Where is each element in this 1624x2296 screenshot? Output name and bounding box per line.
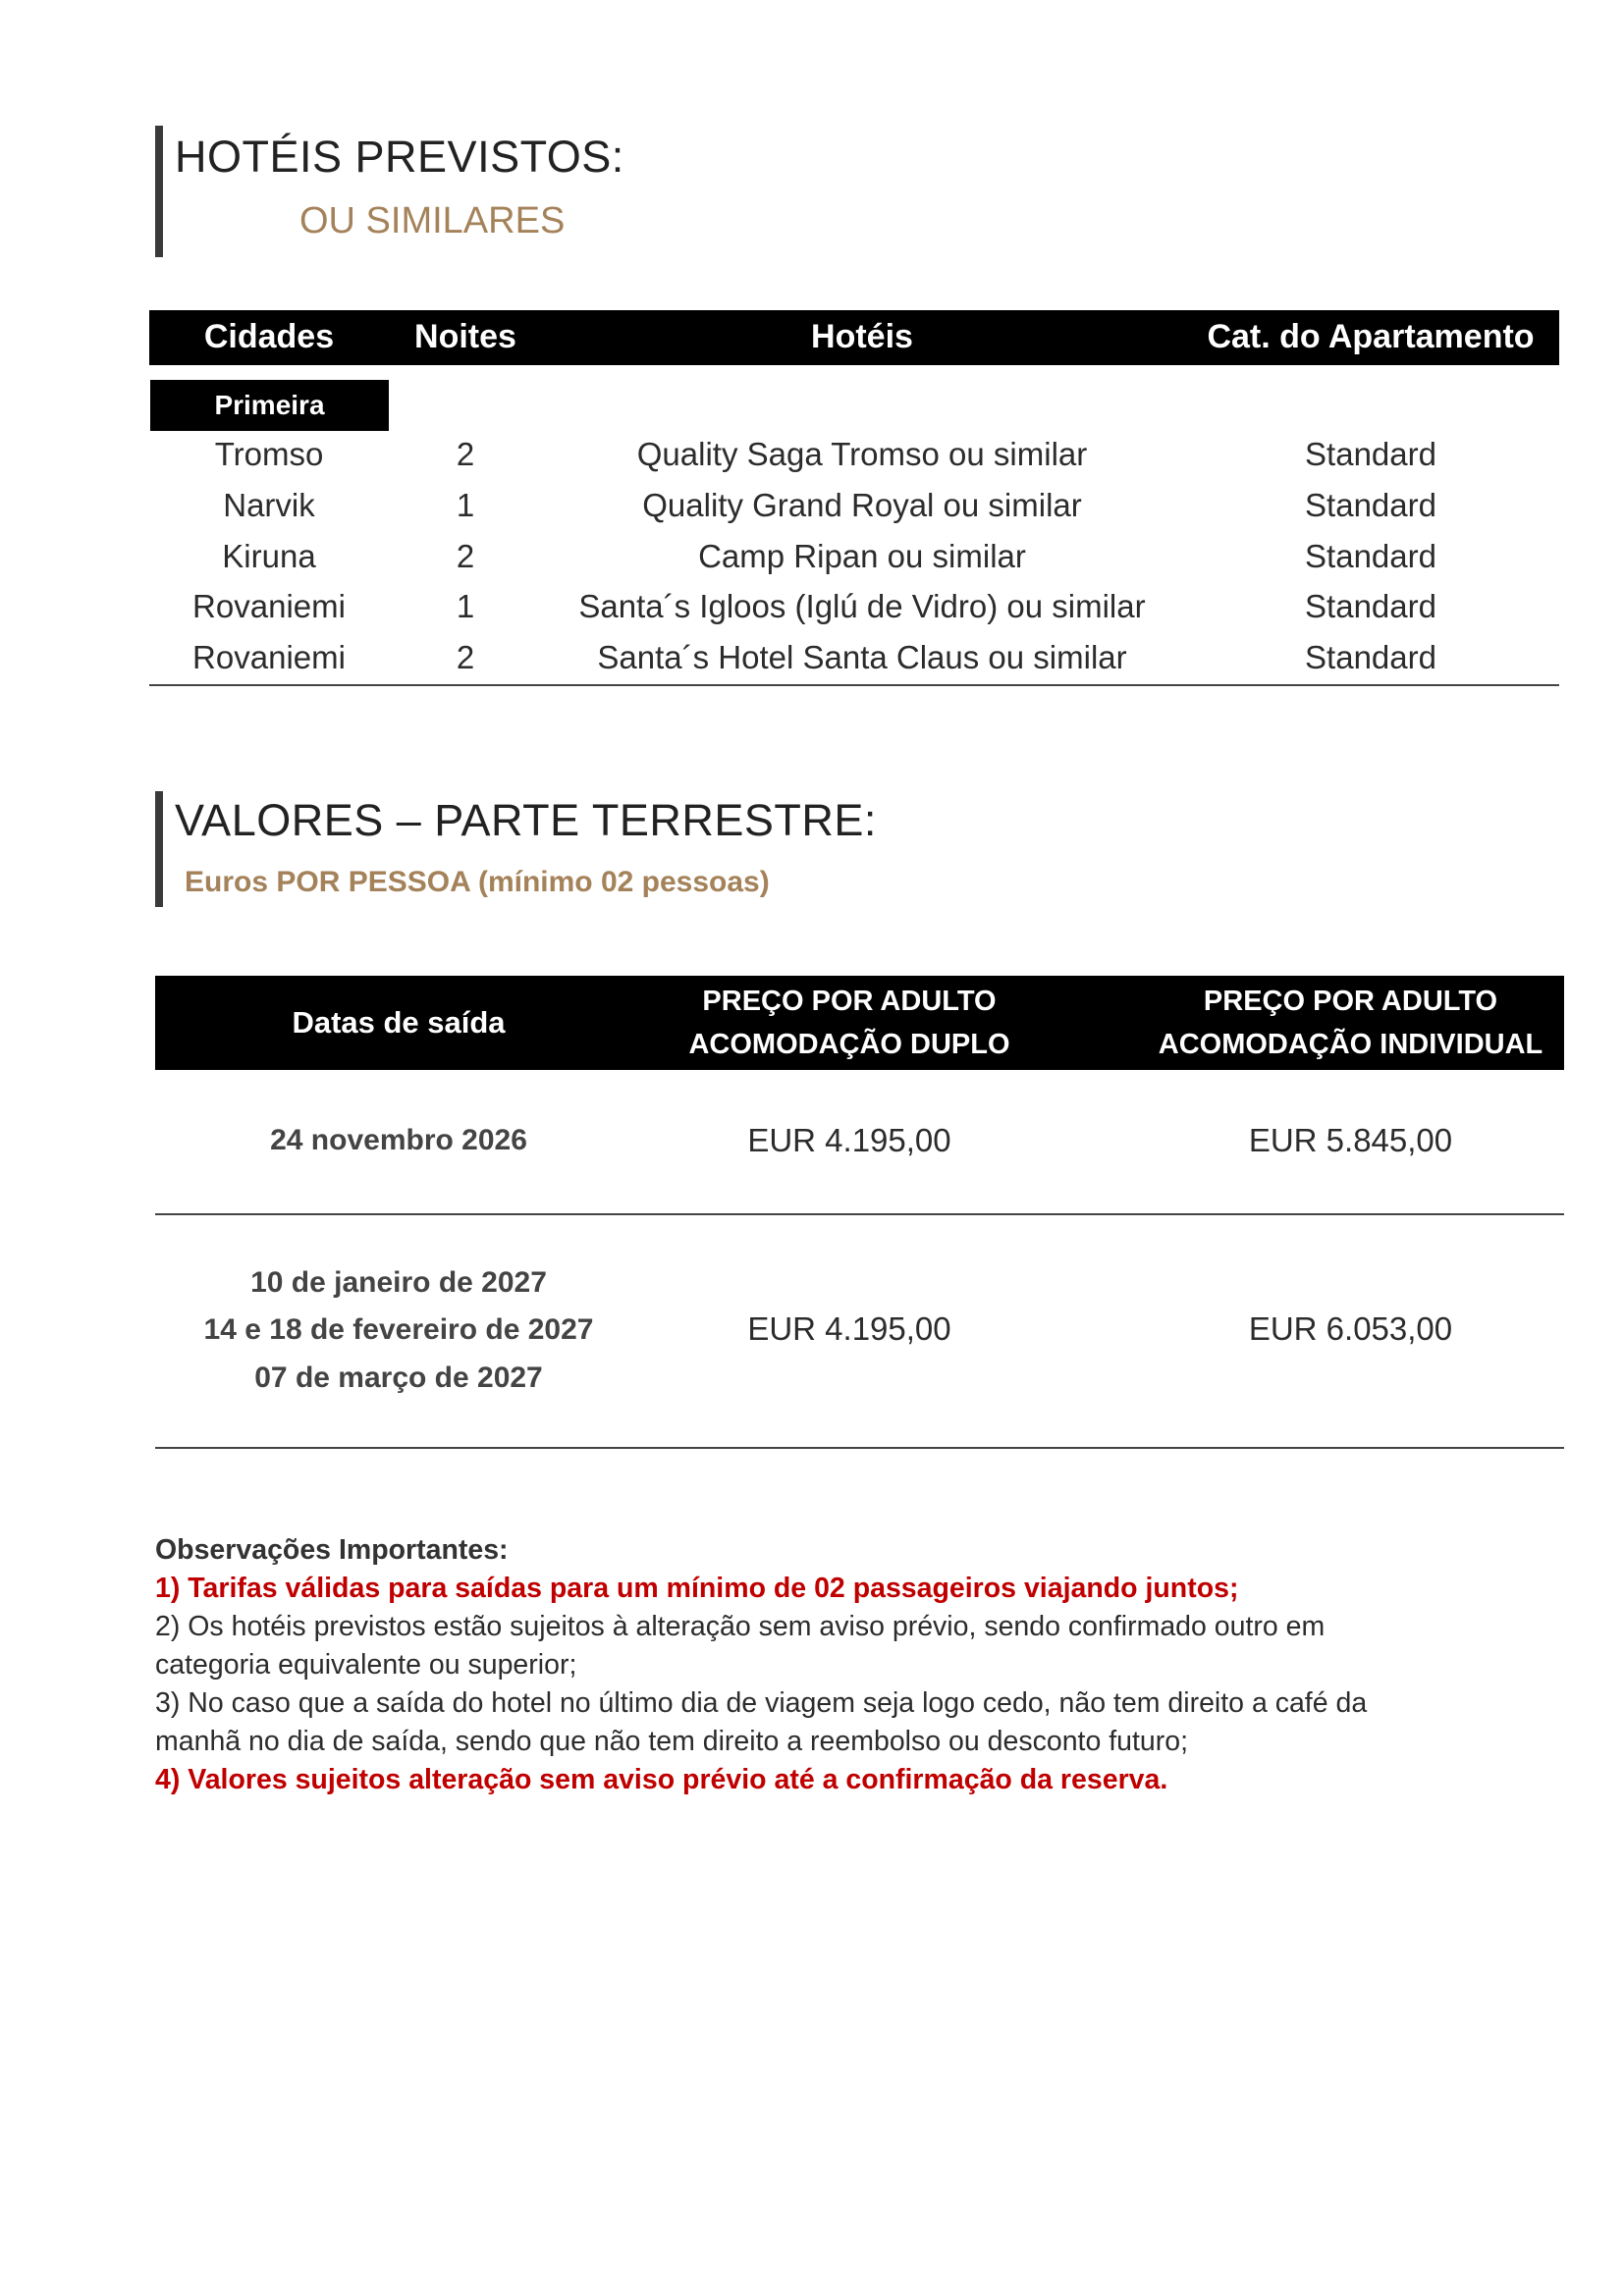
price-single: EUR 5.845,00 — [1248, 1122, 1453, 1158]
prices-title: VALORES – PARTE TERRESTRE: — [175, 795, 877, 845]
note-item: 3) No caso que a saída do hotel no último dia de viagem seja logo cedo, não tem direito a café da — [155, 1687, 1368, 1719]
hotels-title: HOTÉIS PREVISTOS: — [175, 132, 624, 182]
departure-date: 10 de janeiro de 2027 — [250, 1266, 547, 1299]
departure-date: 24 novembro 2026 — [270, 1124, 527, 1156]
departure-date: 14 e 18 de fevereiro de 2027 — [203, 1313, 594, 1346]
prices-heading-bar — [155, 791, 163, 907]
col-nights: Noites — [414, 318, 516, 355]
table-row — [149, 531, 1559, 582]
row-category: Standard — [1305, 588, 1436, 624]
row-hotel: Camp Ripan ou similar — [698, 538, 1026, 574]
row-hotel: Quality Saga Tromso ou similar — [636, 436, 1088, 472]
row-category: Standard — [1305, 639, 1436, 675]
col-hotels: Hotéis — [811, 318, 913, 355]
note-item: 2) Os hotéis previstos estão sujeitos à alteração sem aviso prévio, sendo confirmado outro em — [155, 1611, 1326, 1642]
price-double: EUR 4.195,00 — [747, 1122, 951, 1158]
row-nights: 2 — [456, 639, 475, 675]
table-bottom-rule — [149, 684, 1559, 686]
hotels-subtitle: OU SIMILARES — [299, 200, 566, 241]
col-departure-dates: Datas de saída — [292, 1005, 506, 1040]
prices-table-header — [155, 976, 1564, 1070]
row-nights: 1 — [456, 487, 475, 523]
price-double: EUR 4.195,00 — [747, 1310, 951, 1347]
departure-date: 07 de março de 2027 — [254, 1362, 543, 1394]
table-row — [149, 480, 1559, 531]
note-item: 4) Valores sujeitos alteração sem aviso prévio até a confirmação da reserva. — [155, 1764, 1168, 1795]
col-double-line2: ACOMODAÇÃO DUPLO — [688, 1029, 1010, 1060]
row-hotel: Quality Grand Royal ou similar — [642, 487, 1082, 523]
price-single: EUR 6.053,00 — [1248, 1310, 1453, 1347]
row-hotel: Santa´s Igloos (Iglú de Vidro) ou similar — [578, 588, 1146, 624]
row-divider — [155, 1213, 1564, 1215]
note-item: categoria equivalente ou superior; — [155, 1649, 577, 1681]
row-category: Standard — [1305, 487, 1436, 523]
row-nights: 2 — [456, 436, 475, 472]
row-city: Narvik — [223, 487, 315, 523]
category-label: Primeira — [150, 380, 389, 431]
table-row — [149, 632, 1559, 683]
notes-title: Observações Importantes: — [155, 1534, 509, 1566]
prices-subtitle: Euros POR PESSOA (mínimo 02 pessoas) — [185, 866, 770, 898]
col-double-line1: PREÇO POR ADULTO — [702, 986, 997, 1017]
note-item: 1) Tarifas válidas para saídas para um mínimo de 02 passageiros viajando juntos; — [155, 1573, 1239, 1604]
row-divider — [155, 1447, 1564, 1449]
col-room-category: Cat. do Apartamento — [1207, 318, 1535, 355]
row-city: Rovaniemi — [192, 639, 346, 675]
row-city: Rovaniemi — [192, 588, 346, 624]
note-item: manhã no dia de saída, sendo que não tem direito a reembolso ou desconto futuro; — [155, 1726, 1189, 1757]
col-single-line2: ACOMODAÇÃO INDIVIDUAL — [1158, 1029, 1543, 1060]
row-category: Standard — [1305, 436, 1436, 472]
hotels-table-header — [149, 310, 1559, 365]
col-cities: Cidades — [203, 318, 335, 355]
table-row — [149, 429, 1559, 480]
row-city: Kiruna — [222, 538, 316, 574]
row-city: Tromso — [214, 436, 324, 472]
notes-section — [155, 1531, 1461, 1799]
row-nights: 2 — [456, 538, 475, 574]
row-hotel: Santa´s Hotel Santa Claus ou similar — [597, 639, 1127, 675]
row-nights: 1 — [456, 588, 475, 624]
hotels-heading-bar — [155, 126, 163, 257]
table-row — [149, 581, 1559, 632]
row-category: Standard — [1305, 538, 1436, 574]
col-single-line1: PREÇO POR ADULTO — [1203, 986, 1498, 1017]
